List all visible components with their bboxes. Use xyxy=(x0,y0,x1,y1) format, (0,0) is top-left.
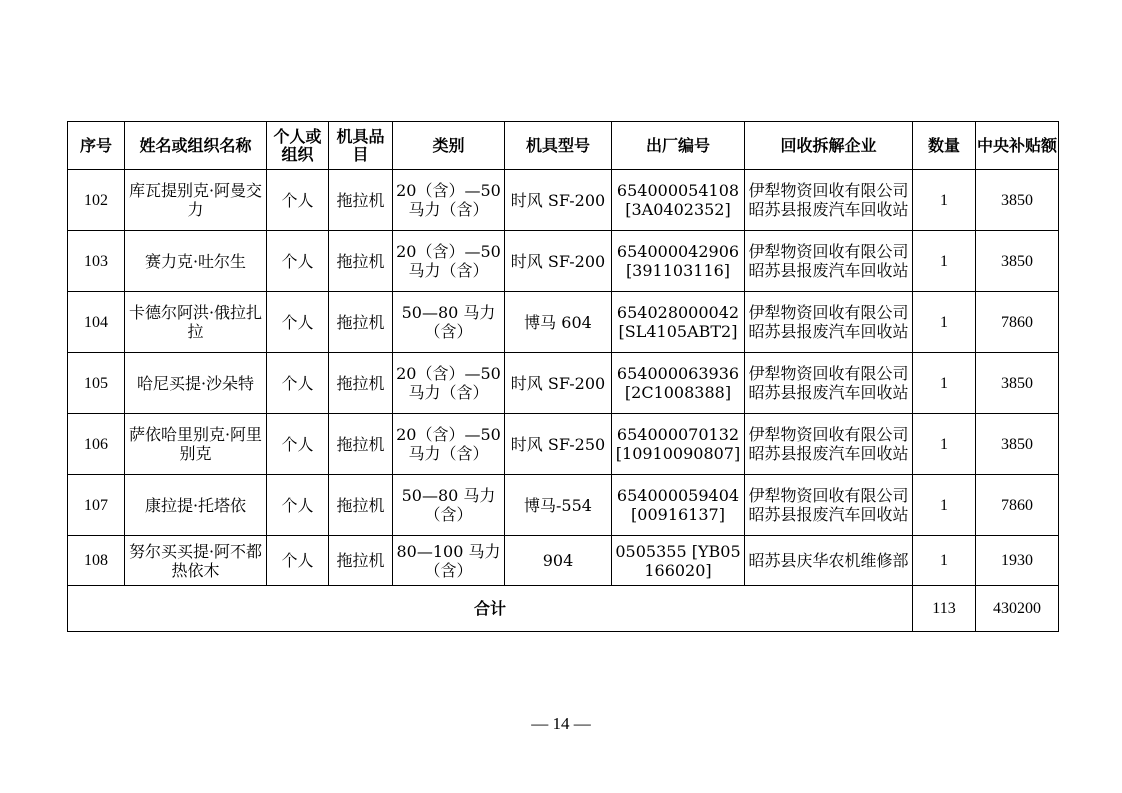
cell-recycler: 伊犁物资回收有限公司昭苏县报废汽车回收站 xyxy=(745,170,913,231)
cell-recycler: 伊犁物资回收有限公司昭苏县报废汽车回收站 xyxy=(745,231,913,292)
cell-factory-number: 654000042906 [391103116] xyxy=(612,231,745,292)
table-row xyxy=(68,353,1059,414)
cell-machine-item: 拖拉机 xyxy=(329,414,393,475)
cell-model: 904 xyxy=(505,536,612,586)
cell-category: 20（含）—50马力（含） xyxy=(393,231,505,292)
header-factory-number: 出厂编号 xyxy=(612,122,745,170)
cell-model: 时风 SF-200 xyxy=(505,353,612,414)
cell-category: 20（含）—50马力（含） xyxy=(393,170,505,231)
cell-category: 50—80 马力（含） xyxy=(393,292,505,353)
cell-subsidy: 7860 xyxy=(976,292,1059,353)
table-row xyxy=(68,536,1059,586)
cell-factory-number: 654000054108 [3A0402352] xyxy=(612,170,745,231)
cell-model: 时风 SF-200 xyxy=(505,170,612,231)
table-row xyxy=(68,292,1059,353)
cell-recycler: 昭苏县庆华农机维修部 xyxy=(745,536,913,586)
cell-factory-number: 654028000042 [SL4105ABT2] xyxy=(612,292,745,353)
cell-type: 个人 xyxy=(267,353,329,414)
cell-machine-item: 拖拉机 xyxy=(329,170,393,231)
cell-factory-number: 0505355 [YB05166020] xyxy=(612,536,745,586)
cell-subsidy: 3850 xyxy=(976,414,1059,475)
cell-quantity: 1 xyxy=(913,170,976,231)
table-row xyxy=(68,170,1059,231)
cell-name: 哈尼买提·沙朵特 xyxy=(125,353,267,414)
cell-model: 博马 604 xyxy=(505,292,612,353)
cell-type: 个人 xyxy=(267,475,329,536)
header-name: 姓名或组织名称 xyxy=(125,122,267,170)
cell-name: 萨依哈里别克·阿里别克 xyxy=(125,414,267,475)
cell-type: 个人 xyxy=(267,170,329,231)
cell-serial: 106 xyxy=(68,414,125,475)
total-quantity: 113 xyxy=(913,586,976,632)
cell-quantity: 1 xyxy=(913,536,976,586)
table-row xyxy=(68,475,1059,536)
cell-name: 库瓦提别克·阿曼交力 xyxy=(125,170,267,231)
cell-subsidy: 1930 xyxy=(976,536,1059,586)
cell-factory-number: 654000063936 [2C1008388] xyxy=(612,353,745,414)
cell-serial: 107 xyxy=(68,475,125,536)
cell-serial: 104 xyxy=(68,292,125,353)
cell-subsidy: 3850 xyxy=(976,231,1059,292)
cell-name: 卡德尔阿洪·俄拉扎拉 xyxy=(125,292,267,353)
header-quantity: 数量 xyxy=(913,122,976,170)
cell-factory-number: 654000070132 [10910090807] xyxy=(612,414,745,475)
cell-category: 50—80 马力（含） xyxy=(393,475,505,536)
cell-recycler: 伊犁物资回收有限公司昭苏县报废汽车回收站 xyxy=(745,353,913,414)
header-category: 类别 xyxy=(393,122,505,170)
cell-category: 20（含）—50马力（含） xyxy=(393,353,505,414)
page-number: — 14 — xyxy=(531,714,591,733)
cell-machine-item: 拖拉机 xyxy=(329,231,393,292)
total-row xyxy=(68,586,1059,632)
cell-machine-item: 拖拉机 xyxy=(329,536,393,586)
cell-name: 赛力克·吐尔生 xyxy=(125,231,267,292)
cell-model: 时风 SF-250 xyxy=(505,414,612,475)
cell-machine-item: 拖拉机 xyxy=(329,475,393,536)
total-amount: 430200 xyxy=(976,586,1059,632)
header-row xyxy=(68,122,1059,170)
cell-model: 时风 SF-200 xyxy=(505,231,612,292)
cell-serial: 102 xyxy=(68,170,125,231)
cell-subsidy: 3850 xyxy=(976,353,1059,414)
cell-machine-item: 拖拉机 xyxy=(329,353,393,414)
cell-quantity: 1 xyxy=(913,475,976,536)
header-type: 个人或组织 xyxy=(267,122,329,170)
cell-model: 博马-554 xyxy=(505,475,612,536)
cell-recycler: 伊犁物资回收有限公司昭苏县报废汽车回收站 xyxy=(745,292,913,353)
cell-category: 80—100 马力（含） xyxy=(393,536,505,586)
table-row xyxy=(68,231,1059,292)
cell-type: 个人 xyxy=(267,536,329,586)
cell-quantity: 1 xyxy=(913,231,976,292)
cell-type: 个人 xyxy=(267,231,329,292)
table-row xyxy=(68,414,1059,475)
cell-category: 20（含）—50马力（含） xyxy=(393,414,505,475)
cell-quantity: 1 xyxy=(913,292,976,353)
header-machine-item: 机具品目 xyxy=(329,122,393,170)
header-model: 机具型号 xyxy=(505,122,612,170)
cell-type: 个人 xyxy=(267,414,329,475)
cell-name: 康拉提·托塔依 xyxy=(125,475,267,536)
cell-serial: 103 xyxy=(68,231,125,292)
cell-type: 个人 xyxy=(267,292,329,353)
header-serial: 序号 xyxy=(68,122,125,170)
cell-machine-item: 拖拉机 xyxy=(329,292,393,353)
header-subsidy: 中央补贴额 xyxy=(976,122,1059,170)
cell-subsidy: 7860 xyxy=(976,475,1059,536)
cell-factory-number: 654000059404 [00916137] xyxy=(612,475,745,536)
cell-recycler: 伊犁物资回收有限公司昭苏县报废汽车回收站 xyxy=(745,475,913,536)
header-recycler: 回收拆解企业 xyxy=(745,122,913,170)
cell-name: 努尔买买提·阿不都热依木 xyxy=(125,536,267,586)
cell-serial: 105 xyxy=(68,353,125,414)
cell-recycler: 伊犁物资回收有限公司昭苏县报废汽车回收站 xyxy=(745,414,913,475)
cell-quantity: 1 xyxy=(913,353,976,414)
cell-quantity: 1 xyxy=(913,414,976,475)
total-label: 合计 xyxy=(68,586,913,632)
cell-subsidy: 3850 xyxy=(976,170,1059,231)
subsidy-table xyxy=(67,121,1059,632)
cell-serial: 108 xyxy=(68,536,125,586)
